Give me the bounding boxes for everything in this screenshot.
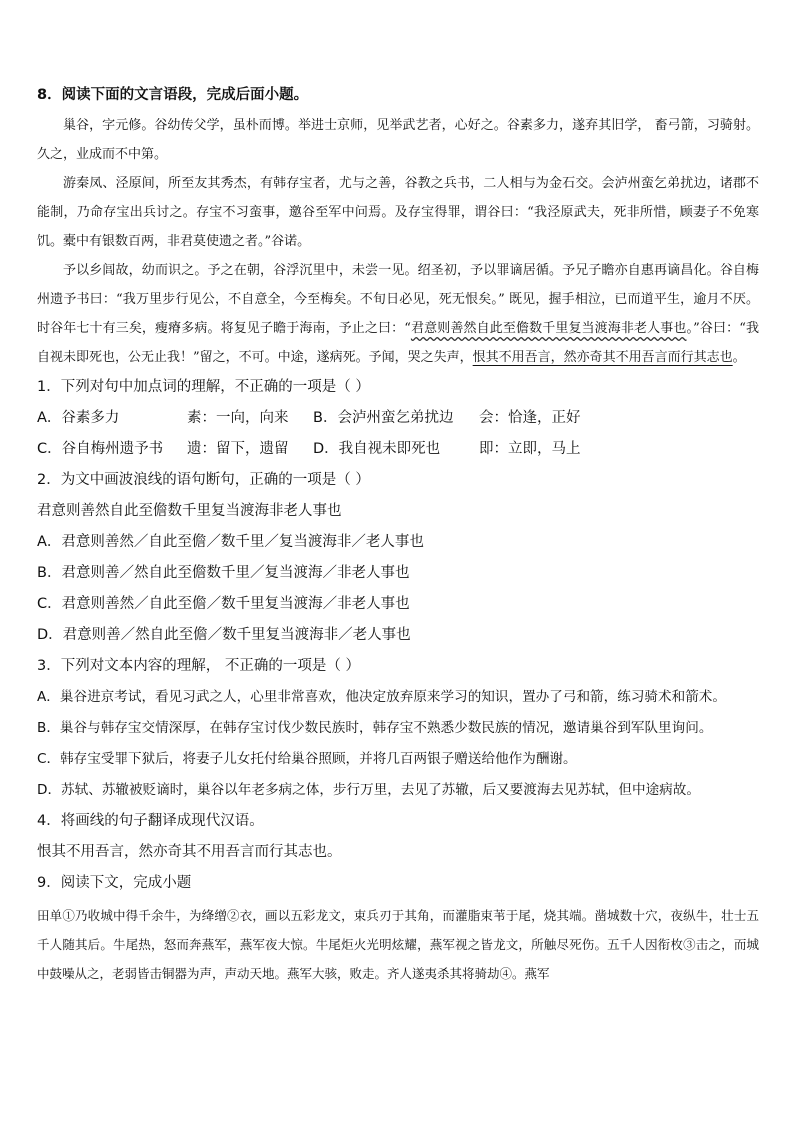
underlined-sentence: 恨其不用吾言，然亦奇其不用吾言而行其志也 <box>472 350 733 365</box>
option-b-label: B．会泸州蛮乞弟扰边 <box>313 410 454 426</box>
sub-question-3-option-d: D．苏轼、苏辙被贬谪时，巢谷以年老多病之体，步行万里，去见了苏辙，后又要渡海去见苏轼，但中途病故。 <box>37 782 700 798</box>
passage-paragraph-3 <box>37 256 759 372</box>
question-8-heading: 8．阅读下面的文言语段，完成后面小题。 <box>37 87 309 103</box>
question-9-heading: 9．阅读下文，完成小题 <box>37 875 192 891</box>
sub-question-4-sentence: 恨其不用吾言，然亦奇其不用吾言而行其志也。 <box>37 844 342 860</box>
document-page <box>37 80 759 988</box>
option-c-gloss: 遗：留下，遗留 <box>187 441 289 457</box>
sub-question-3-option-b: B．巢谷与韩存宝交情深厚，在韩存宝讨伐少数民族时，韩存宝不熟悉少数民族的情况，邀请巢谷到军队里询问。 <box>37 720 713 736</box>
sub-question-2-option-d: D．君意则善／然自此至儋／数千里复当渡海非／老人事也 <box>37 627 411 643</box>
passage-paragraph-3-start: 予以乡闾故，幼而识之。予之在朝，谷浮沉里中，未尝一见。绍圣初，予以罪谪居循。予兄子瞻亦自惠再谪昌化。谷自梅州遗予书曰：“我万里步行见公，不自意全，今至梅矣。不旬日必见，死无恨矣。” 既见，握手相泣，已而道平生，逾月不厌。时谷年七十有三矣，瘦瘠多病。将复见子瞻于海南，予止之曰：“ <box>37 263 759 336</box>
question-9-passage: 田单①乃收城中得千余牛，为绛缯②衣，画以五彩龙文，束兵刃于其角，而灌脂束苇于尾，烧其端。凿城数十穴，夜纵牛，壮士五千人随其后。牛尾热，怒而奔燕军，燕军夜大惊。牛尾炬火光明炫耀，燕军视之皆龙文，所触尽死伤。五千人因衔枚③击之，而城中鼓噪从之，老弱皆击铜器为声，声动天地。燕军大骇，败走。齐人遂夷杀其将骑劫④。燕军 <box>37 908 759 981</box>
sub-question-3-option-c: C．韩存宝受罪下狱后，将妻子儿女托付给巢谷照顾，并将几百两银子赠送给他作为酬谢。 <box>37 751 577 767</box>
option-a-gloss: 素：一向，向来 <box>187 410 289 426</box>
sub-question-1-options-row-2 <box>37 434 759 465</box>
wavy-underlined-sentence: 君意则善然自此至儋数千里复当渡海非老人事也 <box>410 321 687 336</box>
sub-question-2-option-b: B．君意则善／然自此至儋数千里／复当渡海／非老人事也 <box>37 565 410 581</box>
sub-question-3-stem: 3．下列对文本内容的理解， 不正确的一项是（ ） <box>37 658 360 674</box>
passage-paragraph-3-middle: 。”谷曰：“我自视未即死也，公无止我！”留之，不可。中途，遂病死。予闻，哭之失声， <box>37 321 759 365</box>
sub-question-2-stem: 2．为文中画波浪线的语句断句，正确的一项是（ ） <box>37 472 370 488</box>
option-c-label: C．谷自梅州遗予书 <box>37 441 164 457</box>
sub-question-4-stem: 4．将画线的句子翻译成现代汉语。 <box>37 813 264 829</box>
option-d-label: D．我自视未即死也 <box>313 441 441 457</box>
sub-question-2-sentence: 君意则善然自此至儋数千里复当渡海非老人事也 <box>37 503 342 519</box>
sub-question-3-option-a: A．巢谷进京考试，看见习武之人，心里非常喜欢，他决定放弃原来学习的知识，置办了弓和箭，练习骑术和箭术。 <box>37 689 726 705</box>
option-a-label: A．谷素多力 <box>37 410 120 426</box>
passage-paragraph-3-end: 。 <box>732 350 746 365</box>
sub-question-1-stem: 1．下列对句中加点词的理解，不正确的一项是（ ） <box>37 379 370 395</box>
option-d-gloss: 即：立即，马上 <box>479 441 581 457</box>
option-b-gloss: 会：恰逢，正好 <box>479 410 581 426</box>
passage-paragraph-2: 游秦凤、泾原间，所至友其秀杰，有韩存宝者，尤与之善，谷教之兵书，二人相与为金石交。会泸州蛮乞弟扰边，诸郡不能制，乃命存宝出兵讨之。存宝不习蛮事，邀谷至军中问焉。及存宝得罪，谓谷曰：“我泾原武夫，死非所惜，顾妻子不免寒饥。橐中有银数百两，非君莫使遗之者。”谷诺。 <box>37 176 759 249</box>
sub-question-2-option-a: A．君意则善然／自此至儋／数千里／复当渡海非／老人事也 <box>37 534 424 550</box>
sub-question-1-options-row-1 <box>37 403 759 434</box>
sub-question-2-option-c: C．君意则善然／自此至儋／数千里复当渡海／非老人事也 <box>37 596 410 612</box>
passage-paragraph-1: 巢谷，字元修。谷幼传父学，虽朴而博。举进士京师，见举武艺者，心好之。谷素多力，遂弃其旧学， 畜弓箭，习骑射。久之，业成而不中第。 <box>37 118 759 162</box>
